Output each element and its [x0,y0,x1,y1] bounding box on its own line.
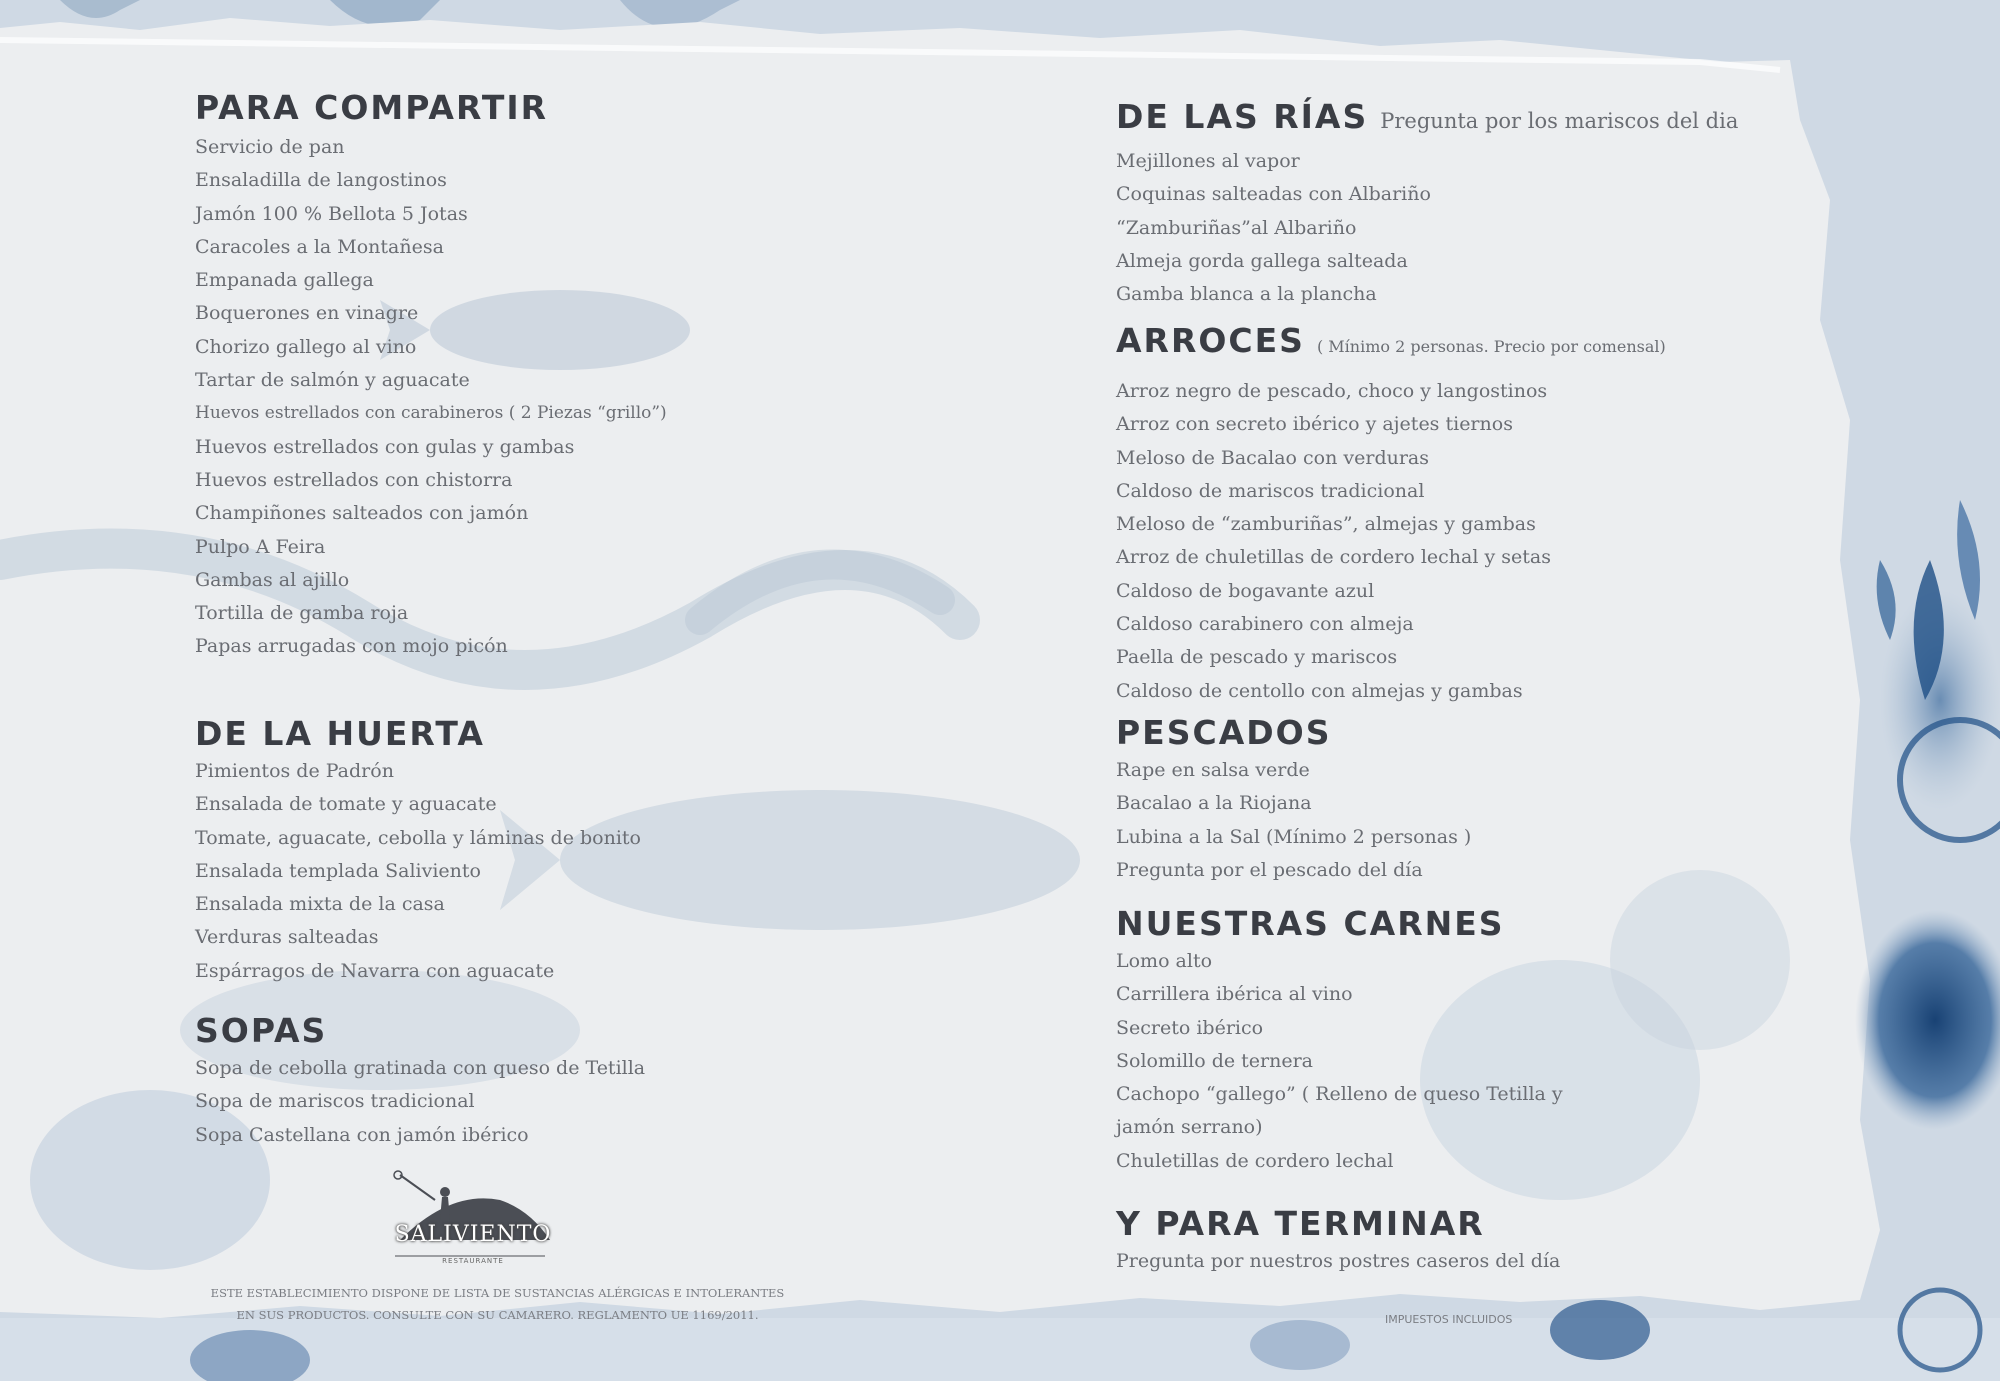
menu-item: Pregunta por el pescado del día [1116,858,1423,881]
menu-item: Caldoso de mariscos tradicional [1116,479,1425,502]
menu-item: Caldoso de centollo con almejas y gambas [1116,679,1523,702]
menu-item: Meloso de Bacalao con verduras [1116,446,1430,469]
menu-item: Lubina a la Sal (Mínimo 2 personas ) [1116,825,1472,848]
menu-item: Ensaladilla de langostinos [195,169,447,192]
section-title [1116,99,1738,139]
menu-item-list [1116,145,1738,311]
saliviento-logo [380,1170,560,1270]
menu-item: Boquerones en vinagre [195,302,419,325]
menu-item: Pimientos de Padrón [195,760,394,782]
section-para-compartir [195,90,667,664]
menu-item: Paella de pescado y mariscos [1116,646,1398,669]
menu-item: Sopa de cebolla gratinada con queso de Tetilla [195,1057,646,1079]
menu-item: Lomo alto [1116,950,1213,972]
section-nuestras-carnes [1116,906,1616,1178]
menu-item-list [1116,945,1616,1178]
menu-item: Coquinas salteadas con Albariño [1116,183,1431,206]
menu-item-list [195,755,641,988]
menu-item: Huevos estrellados con gulas y gambas [195,435,575,458]
menu-item-list [1116,754,1471,887]
taxes-included-note: IMPUESTOS INCLUIDOS [1385,1313,1513,1326]
section-de-las-rias [1116,99,1738,311]
menu-item: Sopa Castellana con jamón ibérico [195,1123,529,1146]
section-arroces [1116,323,1666,708]
section-note: ( Mínimo 2 personas. Precio por comensal) [1316,337,1666,356]
menu-item: Arroz negro de pescado, choco y langostinos [1116,380,1548,402]
menu-item: Carrillera ibérica al vino [1116,983,1353,1006]
menu-item: Secreto ibérico [1116,1016,1264,1039]
section-y-para-terminar [1116,1206,1560,1278]
menu-item: Ensalada templada Saliviento [195,859,481,882]
menu-item: Huevos estrellados con chistorra [195,468,513,491]
menu-item: Arroz de chuletillas de cordero lechal y setas [1116,546,1551,569]
menu-item: Solomillo de ternera [1116,1049,1313,1072]
menu-item: Tortilla de gamba roja [195,602,409,625]
section-sopas [195,1013,645,1152]
section-title: NUESTRAS CARNES [1116,904,1505,943]
menu-item: “Zamburiñas”al Albariño [1116,216,1357,239]
menu-item: Chorizo gallego al vino [195,335,417,358]
menu-item: Meloso de “zamburiñas”, almejas y gambas [1116,513,1536,536]
menu-item: Sopa de mariscos tradicional [195,1090,475,1113]
menu-item: Caldoso de bogavante azul [1116,579,1375,602]
menu-item: Chuletillas de cordero lechal [1116,1149,1394,1172]
menu-item: Empanada gallega [195,269,374,292]
menu-item: Caracoles a la Montañesa [195,235,444,258]
section-title: PESCADOS [1116,713,1332,752]
menu-item: Caldoso carabinero con almeja [1116,613,1414,636]
section-de-la-huerta [195,716,641,988]
menu-item: Gamba blanca a la plancha [1116,283,1377,306]
allergen-notice: ESTE ESTABLECIMIENTO DISPONE DE LISTA DE SUSTANCIAS ALÉRGICAS E INTOLERANTES EN SUS PRODUCTOS. CONSULTE CON SU CAMARERO. REGLAMENTO UE 1169/2011. [210,1286,785,1322]
menu-item: Bacalao a la Riojana [1116,792,1312,815]
menu-item: Papas arrugadas con mojo picón [195,635,508,658]
menu-item: Arroz con secreto ibérico y ajetes tiernos [1116,413,1513,436]
menu-item: Verduras salteadas [195,926,379,949]
menu-item: Mejillones al vapor [1116,150,1300,172]
menu-item: Tomate, aguacate, cebolla y láminas de bonito [195,826,641,849]
menu-item: Gambas al ajillo [195,568,350,591]
menu-item: Almeja gorda gallega salteada [1116,249,1408,272]
section-title: DE LA HUERTA [195,714,485,753]
menu-item-list [195,131,667,664]
section-title-text: ARROCES [1116,321,1305,360]
section-title: PARA COMPARTIR [195,88,549,127]
menu-item: Huevos estrellados con carabineros ( 2 Piezas “grillo”) [195,403,667,424]
menu-item-list [1116,1245,1560,1278]
menu-item: Champiñones salteados con jamón [195,502,529,525]
menu-item: Ensalada mixta de la casa [195,893,445,916]
section-pescados [1116,715,1471,887]
menu-item: Espárragos de Navarra con aguacate [195,959,555,982]
menu-item: Pregunta por nuestros postres caseros del día [1116,1250,1561,1272]
menu-item: Servicio de pan [195,136,345,158]
section-title [1116,323,1666,365]
menu-item: Ensalada de tomate y aguacate [195,793,497,816]
section-note: Pregunta por los mariscos del dia [1380,109,1739,133]
menu-item: Jamón 100 % Bellota 5 Jotas [195,202,468,225]
logo-name: SALIVIENTO [394,1222,552,1247]
logo-subtitle: RESTAURANTE [442,1257,504,1265]
menu-item-list [195,1052,645,1152]
menu-item: Pulpo A Feira [195,535,326,558]
section-title: SOPAS [195,1011,328,1050]
menu-item: Cachopo “gallego” ( Relleno de queso Tetilla y jamón serrano) [1116,1083,1563,1139]
menu-item-list [1116,375,1666,708]
menu-item: Tartar de salmón y aguacate [195,369,470,392]
section-title: Y PARA TERMINAR [1116,1204,1485,1243]
menu-item: Rape en salsa verde [1116,759,1310,781]
section-title-text: DE LAS RÍAS [1116,97,1369,136]
